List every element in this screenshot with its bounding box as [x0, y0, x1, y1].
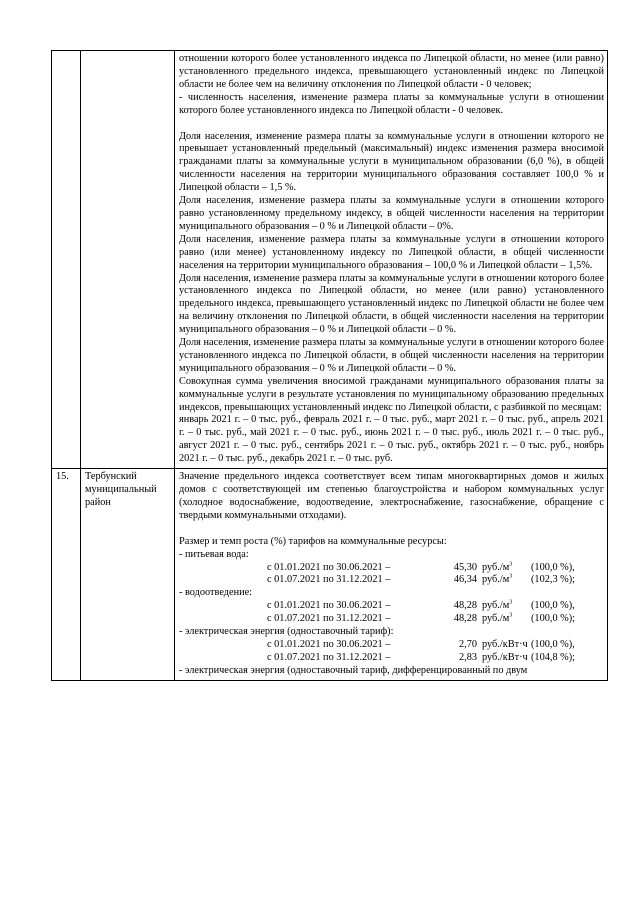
spacer — [179, 523, 604, 536]
table-row-15 — [52, 469, 608, 681]
unit-text: руб./кВт·ч — [482, 638, 528, 650]
tariff-value: 46,34 — [453, 574, 477, 586]
tariff-period: с 01.07.2021 по 31.12.2021 – — [267, 651, 391, 663]
tariff-value: 48,28 — [453, 613, 477, 625]
tariff-list — [179, 549, 604, 665]
tariff-unit — [482, 639, 528, 652]
tariff-period: с 01.07.2021 по 31.12.2021 – — [267, 613, 391, 625]
tariff-growth: (100,0 %), — [531, 638, 575, 650]
paragraph: Доля населения, изменение размера платы за коммунальные услуги в отношении которого не превышает установленный предельный (максимальный) индекс изменения размера вносимой гражданами платы за коммунальные услуги в муниципальном образовании (6,0 %), в общей численности населения на территории муниципального образования составляет 100,0 % и Липецкой области – 1,5 %. — [179, 130, 604, 194]
tariff-growth: (104,8 %); — [531, 651, 576, 663]
paragraph: Доля населения, изменение размера платы за коммунальные услуги в отношении которого более установленного индекса по Липецкой области, в общей численности населения на территории муниципального образования – 0 % и Липецкой области – 0 %. — [179, 337, 604, 374]
intro-paragraph: Значение предельного индекса соответствует всем типам многоквартирных домов и жилых домов с соответствующей им степенью благоустройства и набором коммунальных услуг (холодное водоснабжение, водоотведение, электроснабжение, газоснабжение, обращение с твердыми коммунальными отходами). — [179, 471, 604, 521]
tariff-period-row — [179, 613, 604, 626]
tariff-period-row — [179, 562, 604, 575]
tariff-growth: (102,3 %); — [531, 574, 576, 586]
tariff-unit — [482, 574, 512, 587]
tariff-value: 2,83 — [458, 651, 477, 663]
table-row-continuation — [52, 51, 608, 469]
tariff-period-row — [179, 639, 604, 652]
continuation-content — [175, 51, 608, 469]
tariff-growth: (100,0 %), — [531, 561, 575, 573]
unit-text: руб./м — [482, 613, 510, 625]
row-number-cell — [52, 51, 81, 469]
tariff-unit — [482, 600, 512, 613]
paragraph: Доля населения, изменение размера платы за коммунальные услуги в отношении которого равно установленному предельному индексу, в общей численности населения на территории муниципального образования – 0 % и Липецкой области – 0%. — [179, 195, 604, 232]
unit-exponent: 3 — [509, 561, 513, 568]
document-table — [51, 50, 608, 681]
row-number: 15. — [52, 469, 81, 681]
unit-exponent: 3 — [509, 599, 513, 606]
municipality-name: Тербунский муниципальный район — [81, 469, 175, 681]
tariff-period: с 01.01.2021 по 30.06.2021 – — [267, 600, 391, 612]
tariff-growth: (100,0 %), — [531, 600, 575, 612]
unit-exponent: 3 — [509, 612, 513, 619]
tariff-period: с 01.07.2021 по 31.12.2021 – — [267, 574, 391, 586]
tariff-value: 2,70 — [458, 638, 477, 650]
paragraph: - численность населения, изменение размера платы за коммунальные услуги в отношении которого более установленного индекса по Липецкой области - 0 человек. — [179, 91, 604, 116]
tariff-unit — [482, 613, 512, 626]
tariff-period-row — [179, 600, 604, 613]
tariff-growth: (100,0 %); — [531, 613, 576, 625]
paragraph: январь 2021 г. – 0 тыс. руб., февраль 2021 г. – 0 тыс. руб., март 2021 г. – 0 тыс. руб., апрель 2021 г. – 0 тыс. руб., май 2021 г. – 0 тыс. руб., июнь 2021 г. – 0 тыс. руб., июль 2021 г. – 0 тыс. руб., август 2021 г. – 0 тыс. руб., сентябрь 2021 г. – 0 тыс. руб., октябрь 2021 г. – 0 тыс. руб., ноябрь 2021 г. – 0 тыс. руб., декабрь 2021 г. – 0 тыс. руб. — [179, 414, 604, 465]
unit-text: руб./м — [482, 600, 510, 612]
tariff-period: с 01.01.2021 по 30.06.2021 – — [267, 638, 391, 650]
unit-exponent: 3 — [509, 574, 513, 580]
unit-text: руб./м — [482, 561, 510, 573]
paragraph: Доля населения, изменение размера платы за коммунальные услуги в отношении которого равно (или менее) установленному индексу по Липецкой области, в общей численности населения на территории муниципального образования – 100,0 % и Липецкой области – 1,5%. — [179, 233, 604, 271]
paragraph: отношении которого более установленного индекса по Липецкой области, но менее (или равно) установленного предельного индекса, превышающего установленный индекс по Липецкой области не более чем на величину отклонения по Липецкой области - 0 человек; — [179, 53, 604, 90]
paragraph: Доля населения, изменение размера платы за коммунальные услуги в отношении которого более установленного индекса по Липецкой области, но менее (или равно) установленного предельного индекса, превышающего установленный индекс по Липецкой области не более чем на величину отклонения по Липецкой области, в общей численности населения на территории муниципального образования – 0 % и Липецкой области – 0 %. — [179, 272, 604, 336]
tariff-unit — [482, 652, 528, 665]
trailing-line: - электрическая энергия (одноставочный тариф, дифференцированный по двум — [179, 664, 528, 676]
tariff-value: 45,30 — [453, 561, 477, 573]
resource-label: - электрическая энергия (одноставочный тариф): — [179, 626, 394, 637]
tariff-period-row — [179, 574, 604, 587]
resource-label: - водоотведение: — [179, 587, 253, 599]
tariff-period: с 01.01.2021 по 30.06.2021 – — [267, 561, 391, 573]
row-name-cell — [81, 51, 175, 469]
tariffs-title: Размер и темп роста (%) тарифов на коммунальные ресурсы: — [179, 535, 447, 547]
paragraph: Совокупная сумма увеличения вносимой гражданами муниципального образования платы за коммунальные услуги в результате установления по муниципальному образованию предельных индексов, превышающих установленный индекс по Липецкой области, с разбивкой по месяцам: — [179, 375, 604, 413]
tariff-unit — [482, 562, 512, 575]
row-15-content — [175, 469, 608, 681]
unit-text: руб./кВт·ч — [482, 651, 528, 663]
spacer — [179, 118, 604, 131]
unit-text: руб./м — [482, 574, 510, 586]
tariff-period-row — [179, 652, 604, 665]
tariff-value: 48,28 — [453, 600, 477, 612]
resource-label: - питьевая вода: — [179, 548, 249, 560]
